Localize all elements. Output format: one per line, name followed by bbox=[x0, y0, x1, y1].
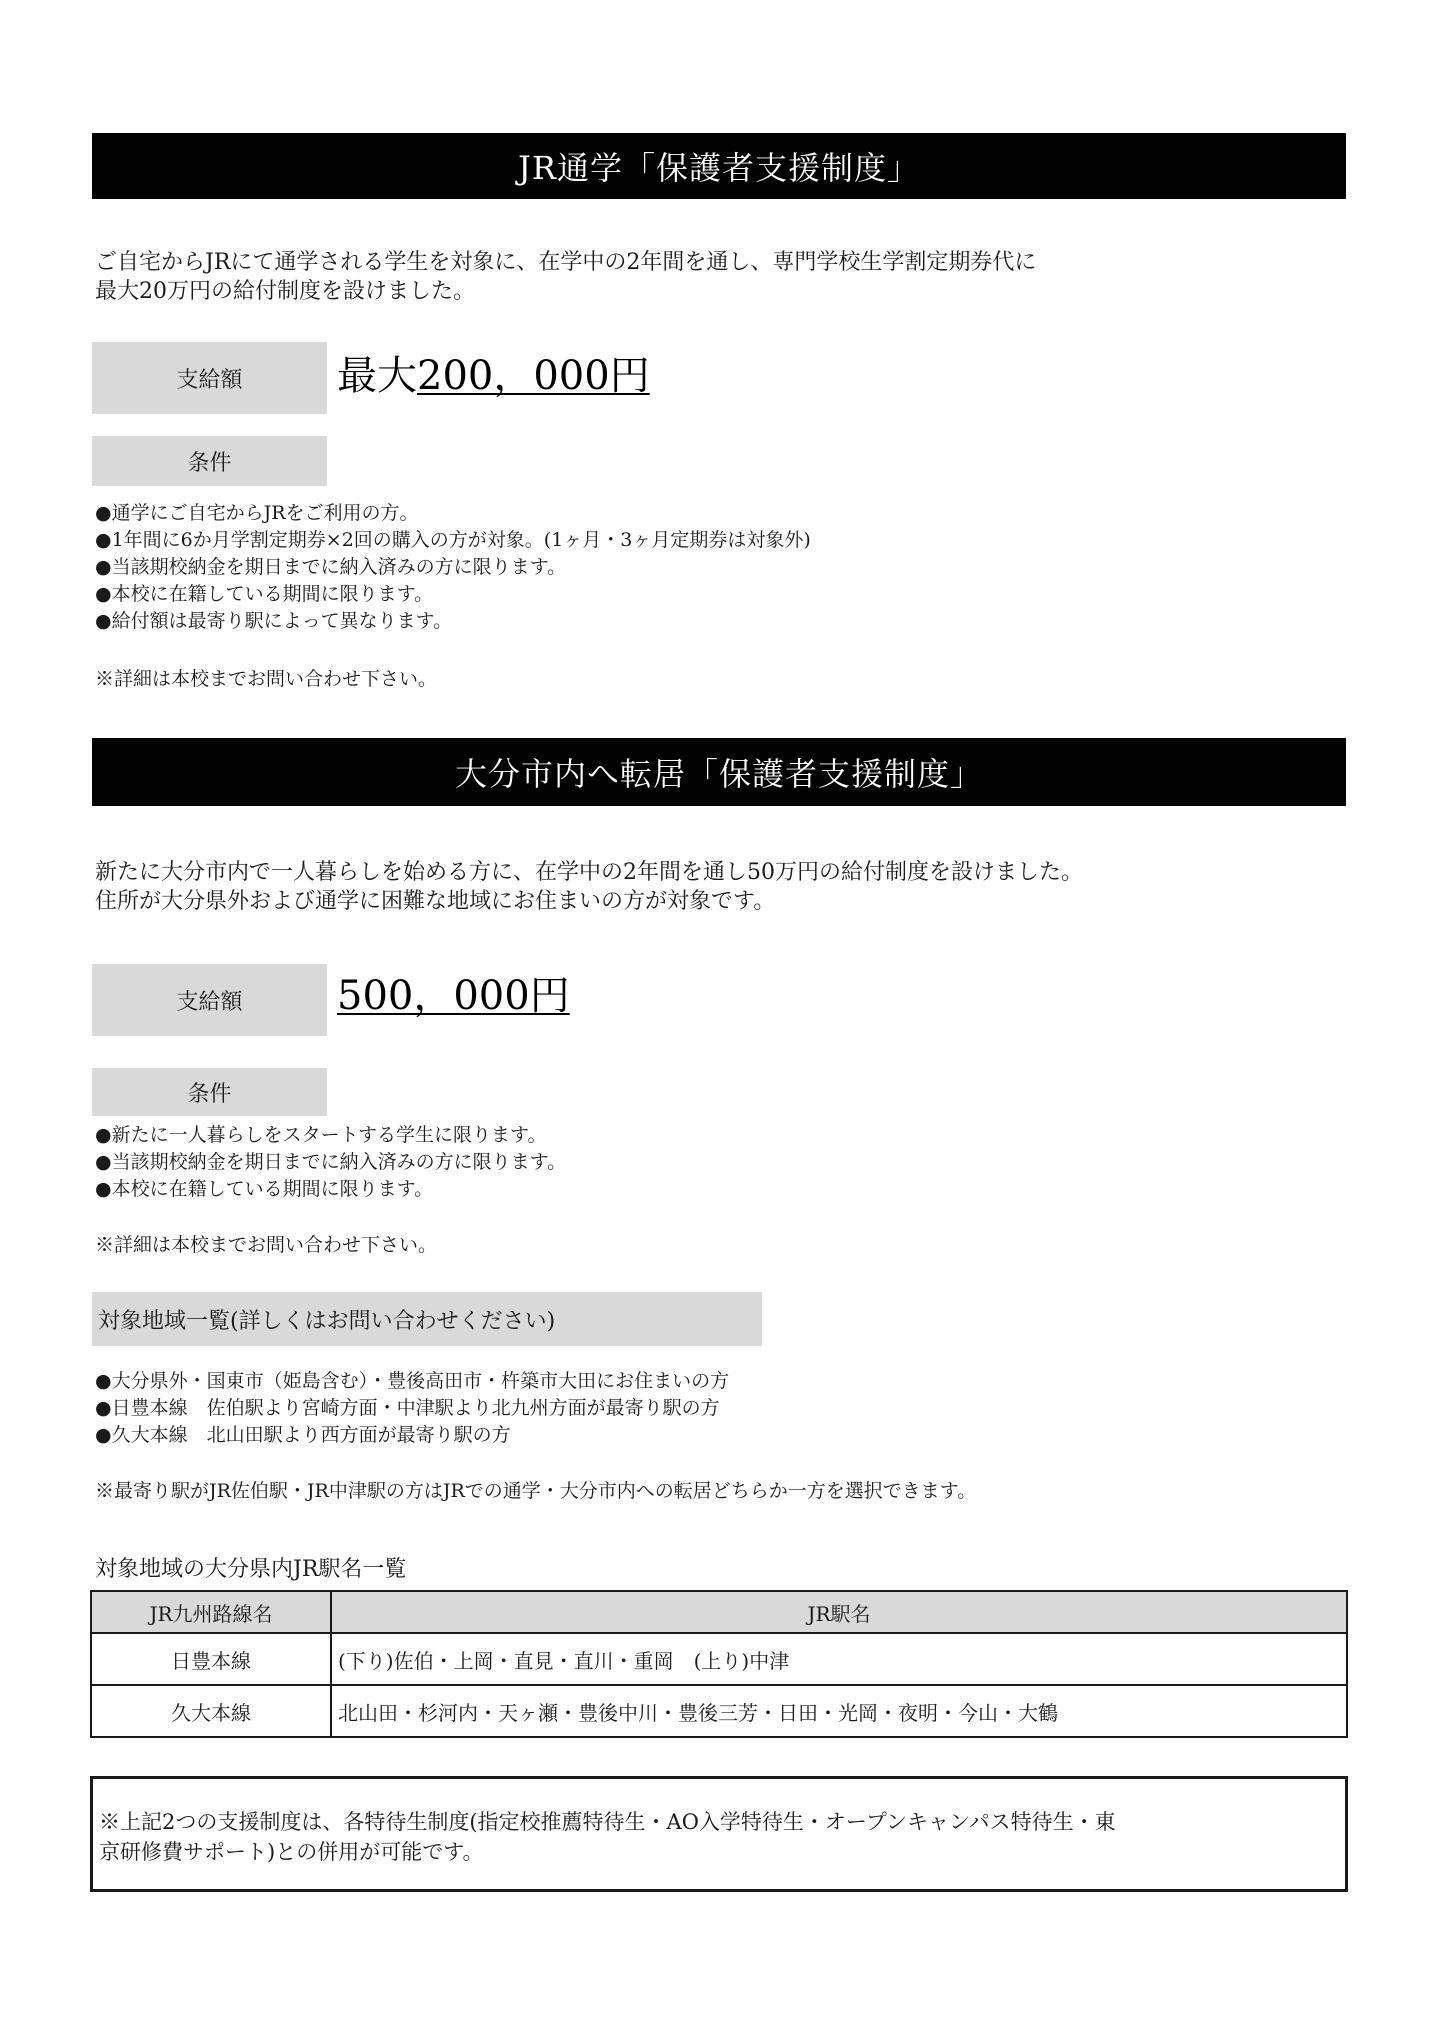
condition-item: ● 通学にご自宅からJRをご利用の方。 bbox=[95, 500, 811, 527]
footer-note-box bbox=[90, 1776, 1348, 1892]
region-item: ● 大分県外・国東市（姫島含む）・豊後高田市・杵築市大田にお住まいの方 bbox=[95, 1368, 729, 1395]
station-names-cell: (下り)佐伯・上岡・直見・直川・重岡 (上り)中津 bbox=[331, 1633, 1347, 1685]
region-item: ● 久大本線 北山田駅より西方面が最寄り駅の方 bbox=[95, 1422, 729, 1449]
line-name-cell: 日豊本線 bbox=[91, 1633, 331, 1685]
amount-value: 500，000円 bbox=[337, 973, 570, 1019]
table-row bbox=[91, 1685, 1347, 1737]
section2-intro-line: 新たに大分市内で一人暮らしを始める方に、在学中の2年間を通し50万円の給付制度を設けました。 bbox=[95, 860, 1083, 885]
section2-note: ※詳細は本校までお問い合わせ下さい。 bbox=[95, 1234, 438, 1256]
section1-intro bbox=[95, 248, 1335, 306]
section1-intro-line: 最大20万円の給付制度を設けました。 bbox=[95, 279, 475, 304]
section2-intro-line: 住所が大分県外および通学に困難な地域にお住まいの方が対象です。 bbox=[95, 889, 776, 914]
stations-table bbox=[90, 1590, 1348, 1738]
condition-item: ● 新たに一人暮らしをスタートする学生に限ります。 bbox=[95, 1122, 566, 1149]
regions-label-box bbox=[92, 1292, 762, 1346]
condition-item: ● 当該期校納金を期日までに納入済みの方に限ります。 bbox=[95, 1149, 566, 1176]
footer-note-line: ※上記2つの支援制度は、各特待生制度(指定校推薦特待生・AO入学特待生・オープンキャンパス特待生・東 bbox=[99, 1810, 1116, 1834]
amount-prefix: 最大 bbox=[337, 353, 417, 399]
region-item: ● 日豊本線 佐伯駅より宮崎方面・中津駅より北九州方面が最寄り駅の方 bbox=[95, 1395, 729, 1422]
table-header-row bbox=[91, 1591, 1347, 1633]
condition-item: ● 給付額は最寄り駅によって異なります。 bbox=[95, 608, 811, 635]
condition-item: ● 本校に在籍している期間に限ります。 bbox=[95, 1176, 566, 1203]
section1-amount-label bbox=[92, 342, 327, 414]
section2-intro bbox=[95, 858, 1335, 916]
section1-conditions-list bbox=[95, 500, 811, 635]
section1-conditions-label bbox=[92, 436, 327, 486]
conditions-label-text: 条件 bbox=[187, 450, 232, 476]
condition-item: ● 当該期校納金を期日までに納入済みの方に限ります。 bbox=[95, 554, 811, 581]
regions-note: ※最寄り駅がJR佐伯駅・JR中津駅の方はJRでの通学・大分市内への転居どちらか一方を選択できます。 bbox=[95, 1480, 977, 1502]
amount-label-text: 支給額 bbox=[176, 989, 243, 1015]
section1-title-banner bbox=[92, 133, 1346, 199]
station-names-cell: 北山田・杉河内・天ヶ瀬・豊後中川・豊後三芳・日田・光岡・夜明・今山・大鶴 bbox=[331, 1685, 1347, 1737]
header-station-name: JR駅名 bbox=[331, 1591, 1347, 1633]
line-name-cell: 久大本線 bbox=[91, 1685, 331, 1737]
section2-title-banner bbox=[92, 738, 1346, 806]
section1-intro-line: ご自宅からJRにて通学される学生を対象に、在学中の2年間を通し、専門学校生学割定期券代に bbox=[95, 250, 1037, 275]
section2-conditions-list bbox=[95, 1122, 566, 1203]
regions-label: 対象地域一覧(詳しくはお問い合わせください) bbox=[98, 1308, 556, 1334]
section2-conditions-label bbox=[92, 1068, 327, 1116]
table-row bbox=[91, 1633, 1347, 1685]
section2-amount-label bbox=[92, 964, 327, 1036]
footer-note-line: 京研修費サポート)との併用が可能です。 bbox=[99, 1840, 484, 1864]
section1-note: ※詳細は本校までお問い合わせ下さい。 bbox=[95, 668, 438, 690]
condition-item: ● 本校に在籍している期間に限ります。 bbox=[95, 581, 811, 608]
section2-title: 大分市内へ転居「保護者支援制度」 bbox=[454, 755, 983, 793]
section1-title: JR通学「保護者支援制度」 bbox=[518, 149, 920, 187]
amount-value: 200，000円 bbox=[417, 353, 650, 399]
section1-amount bbox=[337, 352, 650, 400]
conditions-label-text: 条件 bbox=[187, 1081, 232, 1107]
amount-label-text: 支給額 bbox=[176, 367, 243, 393]
regions-list bbox=[95, 1368, 729, 1449]
condition-item: ● 1年間に6か月学割定期券×2回の購入の方が対象。(1ヶ月・3ヶ月定期券は対象外) bbox=[95, 527, 811, 554]
header-line-name: JR九州路線名 bbox=[91, 1591, 331, 1633]
section2-amount bbox=[337, 972, 570, 1020]
stations-table-title: 対象地域の大分県内JR駅名一覧 bbox=[95, 1557, 407, 1582]
